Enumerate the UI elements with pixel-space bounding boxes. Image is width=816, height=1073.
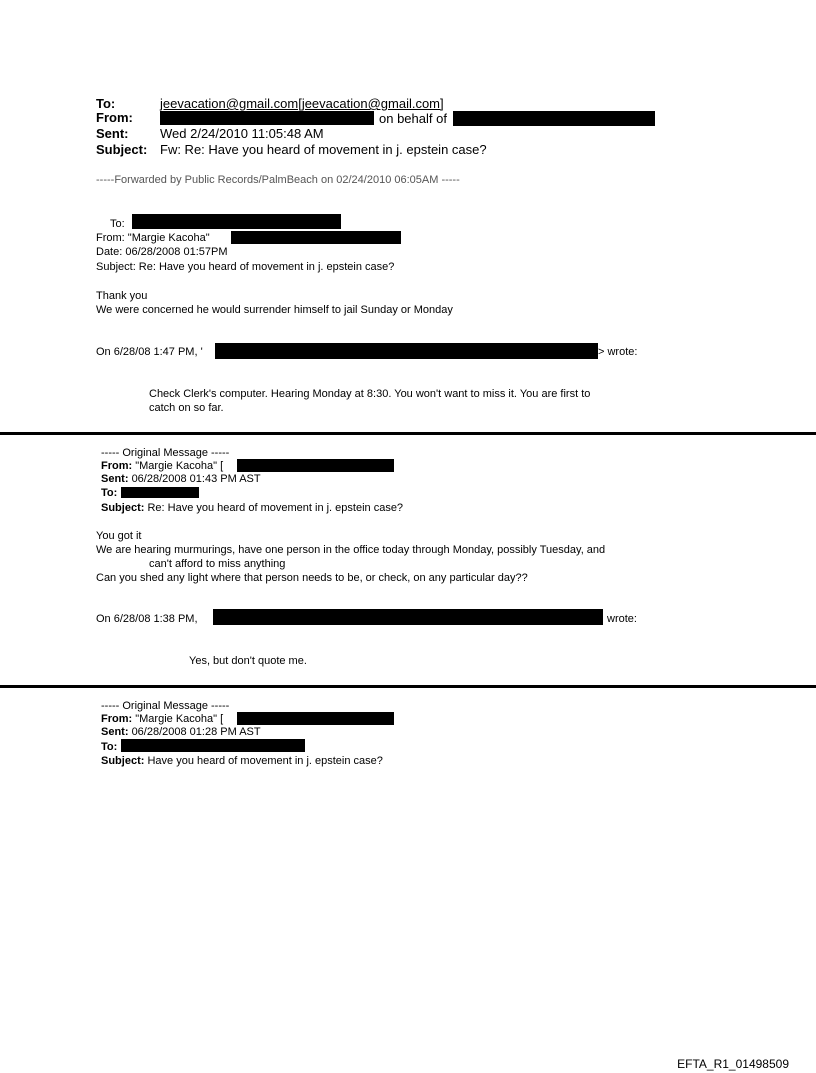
msg1-wrote-suffix: > wrote: bbox=[598, 346, 638, 358]
redaction-bar bbox=[213, 609, 603, 625]
msg2-body-line2: We are hearing murmurings, have one person in the office today through Monday, possibly Tuesday, and bbox=[96, 544, 606, 556]
redaction-bar bbox=[231, 231, 401, 244]
msg1-quote-line1: Check Clerk's computer. Hearing Monday at 8:30. You won't want to miss it. You are first to bbox=[149, 388, 591, 400]
msg3-to-line bbox=[101, 741, 117, 754]
msg2-sent-label: Sent: bbox=[101, 473, 129, 485]
section-divider bbox=[0, 432, 816, 435]
msg3-subject-line bbox=[101, 755, 383, 768]
msg2-to-label: To: bbox=[101, 487, 118, 499]
msg1-from-line bbox=[96, 232, 210, 245]
msg2-subject-value: Re: Have you heard of movement in j. epstein case? bbox=[147, 502, 404, 514]
msg3-to-label: To: bbox=[101, 741, 118, 753]
header-to-label: To: bbox=[96, 96, 116, 111]
redaction-bar bbox=[121, 739, 305, 752]
redaction-bar bbox=[237, 459, 394, 472]
msg1-from-name: "Margie Kacoha" bbox=[127, 232, 210, 244]
msg2-to-line bbox=[101, 487, 117, 500]
header-sent-label: Sent: bbox=[96, 126, 129, 141]
msg2-original-marker: ----- Original Message ----- bbox=[101, 447, 230, 459]
msg1-wrote-prefix: On 6/28/08 1:47 PM, ' bbox=[96, 346, 203, 358]
msg1-body-line2: We were concerned he would surrender himself to jail Sunday or Monday bbox=[96, 304, 453, 316]
msg3-sent-value: 06/28/2008 01:28 PM AST bbox=[131, 726, 261, 738]
redaction-bar bbox=[453, 111, 655, 126]
msg2-from-label: From: bbox=[101, 460, 133, 472]
msg2-wrote-suffix: wrote: bbox=[607, 613, 637, 625]
msg3-sent-line bbox=[101, 726, 261, 739]
section-divider bbox=[0, 685, 816, 688]
msg1-from-label: From: bbox=[96, 232, 125, 244]
header-to-value: jeevacation@gmail.com[jeevacation@gmail.com] bbox=[160, 96, 444, 111]
msg3-subject-label: Subject: bbox=[101, 755, 145, 767]
msg2-from-value: "Margie Kacoha" [ bbox=[135, 460, 224, 472]
msg2-subject-line bbox=[101, 502, 403, 515]
header-subject-label: Subject: bbox=[96, 142, 148, 157]
msg2-subject-label: Subject: bbox=[101, 502, 145, 514]
msg2-from-line bbox=[101, 460, 223, 473]
msg3-from-label: From: bbox=[101, 713, 133, 725]
msg3-subject-value: Have you heard of movement in j. epstein case? bbox=[147, 755, 383, 767]
msg2-sent-value: 06/28/2008 01:43 PM AST bbox=[131, 473, 261, 485]
msg1-body-line1: Thank you bbox=[96, 290, 148, 302]
msg1-subject: Subject: Re: Have you heard of movement in j. epstein case? bbox=[96, 261, 395, 273]
header-subject-value: Fw: Re: Have you heard of movement in j. epstein case? bbox=[160, 142, 487, 157]
msg3-sent-label: Sent: bbox=[101, 726, 129, 738]
msg2-wrote-prefix: On 6/28/08 1:38 PM, bbox=[96, 613, 198, 625]
redaction-bar bbox=[215, 343, 598, 359]
msg1-quote-line2: catch on so far. bbox=[149, 402, 224, 414]
header-from-label: From: bbox=[96, 110, 133, 125]
msg2-body-line4: Can you shed any light where that person needs to be, or check, on any particular day?? bbox=[96, 572, 528, 584]
msg2-quote-line: Yes, but don't quote me. bbox=[189, 655, 307, 667]
msg2-sent-line bbox=[101, 473, 261, 486]
redaction-bar bbox=[160, 111, 374, 125]
redaction-bar bbox=[237, 712, 394, 725]
msg3-from-value: "Margie Kacoha" [ bbox=[135, 713, 224, 725]
redaction-bar bbox=[121, 487, 199, 498]
redaction-bar bbox=[132, 214, 341, 229]
msg3-from-line bbox=[101, 713, 223, 726]
document-id: EFTA_R1_01498509 bbox=[677, 1057, 789, 1071]
msg1-date: Date: 06/28/2008 01:57PM bbox=[96, 246, 228, 258]
msg2-body-line1: You got it bbox=[96, 530, 142, 542]
msg2-body-line3: can't afford to miss anything bbox=[149, 558, 286, 570]
header-on-behalf: on behalf of bbox=[379, 111, 447, 126]
forwarded-line: -----Forwarded by Public Records/PalmBeach on 02/24/2010 06:05AM ----- bbox=[96, 174, 460, 186]
msg1-to-label: To: bbox=[110, 218, 125, 230]
header-sent-value: Wed 2/24/2010 11:05:48 AM bbox=[160, 126, 324, 141]
msg3-original-marker: ----- Original Message ----- bbox=[101, 700, 230, 712]
